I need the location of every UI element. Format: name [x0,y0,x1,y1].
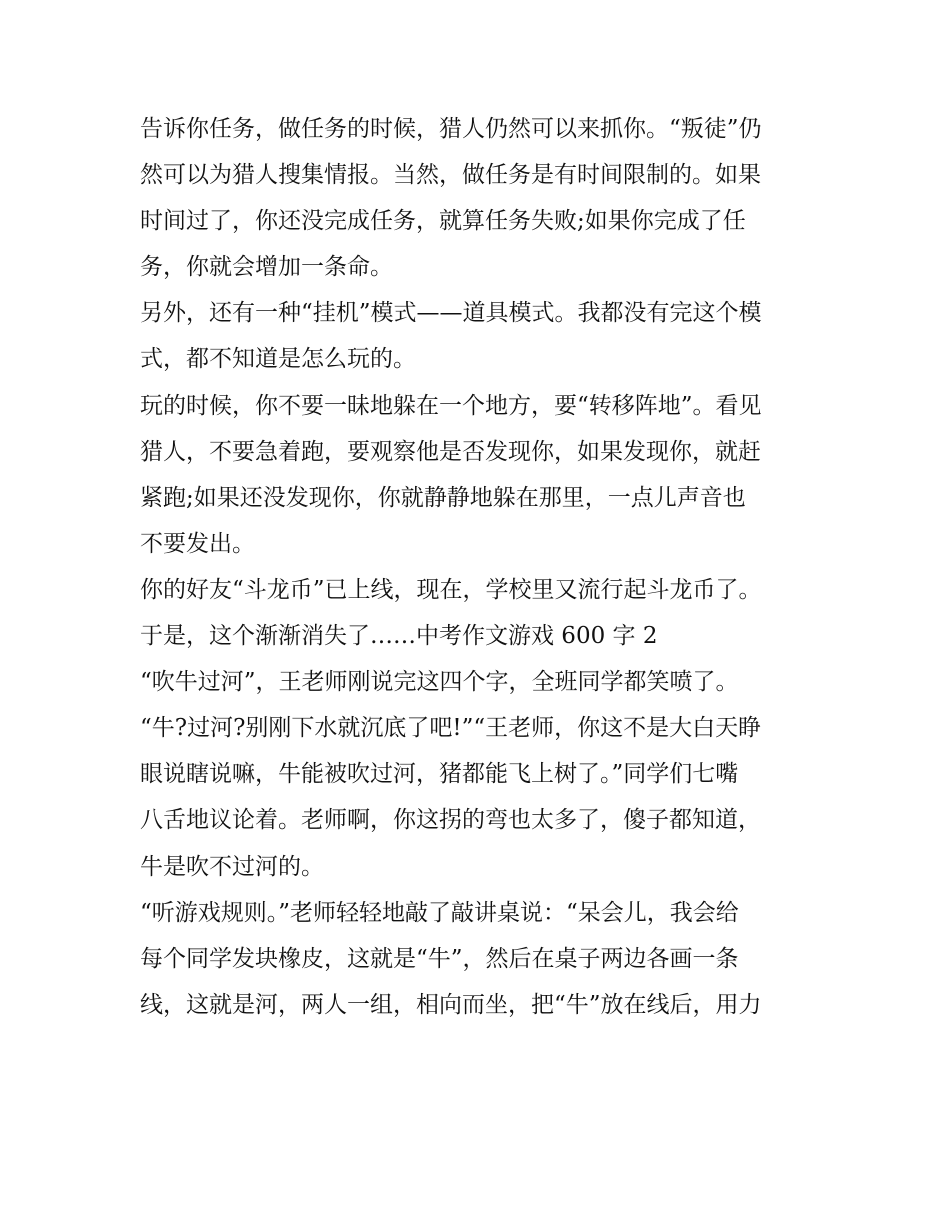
text-line: 牛是吹不过河的。 [140,853,324,880]
text-line: 式，都不知道是怎么玩的。 [140,346,416,373]
text-line: 每个同学发块橡皮，这就是“牛”，然后在桌子两边各画一条 [140,945,739,972]
text-line: 不要发出。 [140,530,255,557]
text-line: 猎人，不要急着跑，要观察他是否发现你，如果发现你，就赶 [140,438,761,465]
text-line: “牛?过河?别刚下水就沉底了吧!”“王老师，你这不是大白天睁 [140,715,762,742]
text-line: 然可以为猎人搜集情报。当然，做任务是有时间限制的。如果 [140,162,761,189]
text-line: 线，这就是河，两人一组，相向而坐，把“牛”放在线后，用力 [140,991,762,1018]
text-line: 于是，这个渐渐消失了……中考作文游戏 600 字 2 [140,623,658,650]
text-line: 你的好友“斗龙币”已上线，现在，学校里又流行起斗龙币了。 [140,576,762,603]
text-line: “吹牛过河”，王老师刚说完这四个字，全班同学都笑喷了。 [140,669,739,696]
text-line: 玩的时候，你不要一昧地躲在一个地方，要“转移阵地”。看见 [140,392,762,419]
text-line: 八舌地议论着。老师啊，你这拐的弯也太多了，傻子都知道， [140,807,761,834]
text-line: 时间过了，你还没完成任务，就算任务失败;如果你完成了任 [140,208,746,235]
text-line: 另外，还有一种“挂机”模式——道具模式。我都没有完这个模 [140,300,762,327]
text-line: 告诉你任务，做任务的时候，猎人仍然可以来抓你。“叛徒”仍 [140,116,762,142]
body-text [140,106,820,1028]
text-line: 眼说瞎说嘛，牛能被吹过河，猪都能飞上树了。”同学们七嘴 [140,761,739,788]
text-line: “听游戏规则。”老师轻轻地敲了敲讲桌说：“呆会儿，我会给 [140,899,739,926]
text-line: 务，你就会增加一条命。 [140,254,393,281]
text-line: 紧跑;如果还没发现你，你就静静地躲在那里，一点儿声音也 [140,484,746,511]
